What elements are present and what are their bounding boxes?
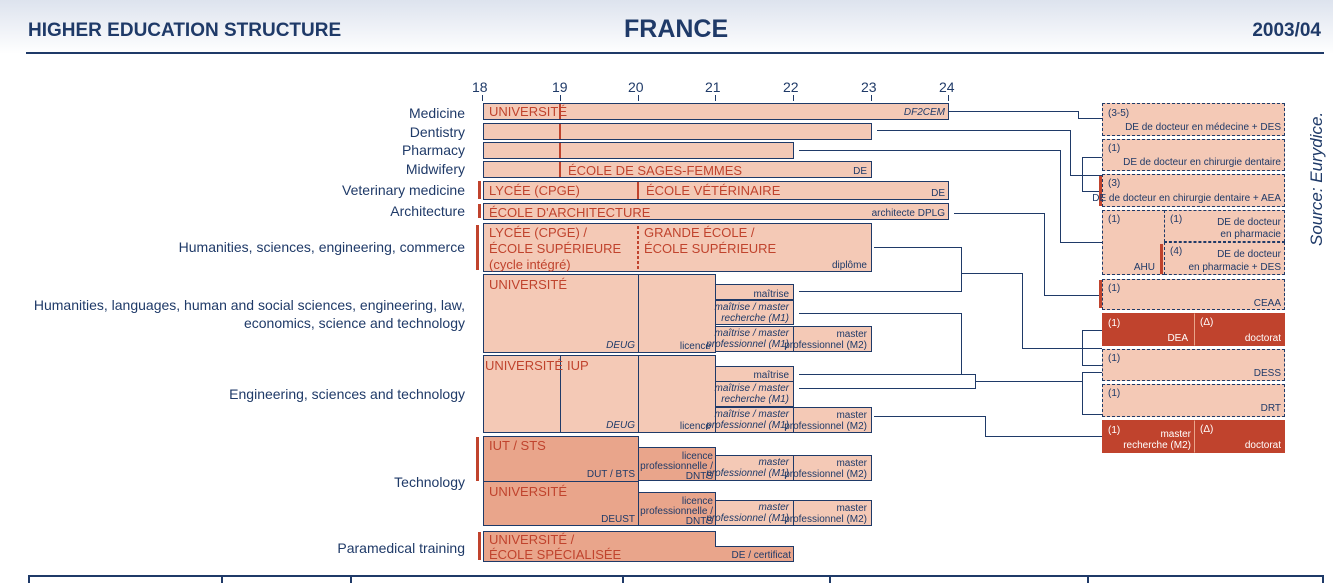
m2-pro-line2: professionnel (M2)	[784, 469, 867, 480]
age-tick	[948, 95, 949, 101]
m1-pro-line2: professionnel (M1)	[706, 468, 789, 479]
midwifery-institution: ÉCOLE DE SAGES-FEMMES	[568, 163, 743, 178]
pharmacy-bar	[483, 142, 794, 159]
selection-marker	[478, 532, 481, 560]
ge-prep-line1: LYCÉE (CPGE) /	[489, 225, 588, 240]
duration-note: (1)	[1108, 214, 1121, 225]
age-tick	[482, 95, 483, 101]
connector-line	[1082, 365, 1102, 366]
age-21: 21	[705, 79, 721, 95]
ge-qualification: diplôme	[831, 260, 867, 271]
connector-line	[799, 374, 975, 375]
age-tick	[560, 95, 561, 101]
ahu-label: AHU	[1133, 262, 1155, 273]
selection-marker	[559, 124, 561, 139]
pharmacy-des-line2: en pharmacie + DES	[1188, 262, 1281, 273]
pharmacy-doctorate-line1: DE de docteur	[1217, 217, 1281, 228]
drt-label: DRT	[1260, 403, 1281, 414]
selection-marker	[559, 162, 561, 177]
connector-line	[1082, 157, 1083, 191]
connector-line	[985, 436, 1102, 437]
age-19: 19	[552, 79, 568, 95]
selection-marker	[476, 225, 479, 270]
duration-note: (1)	[1170, 214, 1183, 225]
connector-line	[1060, 150, 1061, 242]
connector-line	[1060, 242, 1102, 243]
m1-research-line2: recherche (M1)	[721, 313, 789, 324]
licence-qualification: licence	[679, 421, 711, 432]
medicine-doctorate-label: DE de docteur en médecine + DES	[1125, 122, 1281, 133]
connector-line	[877, 130, 1071, 131]
architecture-institution: ÉCOLE D'ARCHITECTURE	[489, 205, 651, 220]
footer-divider	[28, 575, 30, 583]
licence-qualification: licence	[679, 341, 711, 352]
m1-pro-line1: master	[758, 502, 789, 513]
licence-pro-line1: licence	[681, 496, 713, 507]
master-m2-line1: master	[1160, 429, 1191, 440]
duration-note: (4)	[1170, 246, 1183, 257]
connector-line	[1070, 175, 1102, 176]
duration-note: (1)	[1108, 353, 1121, 364]
m2-pro-line1: master	[836, 458, 867, 469]
field-humanities-law-line2: economics, science and technology	[243, 315, 465, 331]
header-title: HIGHER EDUCATION STRUCTURE	[28, 20, 342, 41]
dotted-divider	[637, 226, 639, 270]
connector-line	[985, 416, 986, 436]
m1-pro-line1: maîtrise / master	[714, 328, 789, 339]
connector-line	[799, 291, 962, 292]
duration-note: (1)	[1108, 318, 1121, 329]
field-dentistry: Dentistry	[409, 124, 465, 140]
deug-qualification: DEUG	[606, 420, 635, 431]
footer-divider	[622, 575, 624, 583]
connector-line	[961, 247, 962, 291]
m2-pro-line2: professionnel (M2)	[784, 421, 867, 432]
connector-line	[961, 273, 1023, 274]
field-humanities-commerce: Humanities, sciences, engineering, commerce	[178, 239, 465, 255]
age-tick	[871, 95, 872, 101]
licence-pro-line2: professionnelle /	[640, 506, 713, 517]
iup-institution: IUP	[567, 358, 589, 373]
iut-sts-institution: IUT / STS	[489, 438, 546, 453]
connector-line	[1022, 273, 1023, 348]
medicine-institution: UNIVERSITÉ	[489, 104, 568, 119]
age-20: 20	[628, 79, 644, 95]
m1-pro-line1: master	[758, 457, 789, 468]
duration-note: (1)	[1108, 143, 1121, 154]
deust-qualification: DEUST	[601, 514, 635, 525]
licence-pro-line1: licence	[681, 451, 713, 462]
age-tick	[715, 95, 716, 101]
connector-line	[1070, 130, 1071, 175]
ge-line1: GRANDE ÉCOLE /	[644, 225, 755, 240]
paramedical-line1: UNIVERSITÉ /	[489, 532, 575, 547]
connector-line	[1044, 295, 1102, 296]
duration-note: (Δ)	[1200, 424, 1214, 435]
age-22: 22	[783, 79, 799, 95]
master-m2-line2: recherche (M2)	[1123, 440, 1191, 451]
duration-note: (1)	[1108, 425, 1121, 436]
connector-line	[1082, 157, 1102, 158]
dut-bts-qualification: DUT / BTS	[586, 469, 635, 480]
selection-marker	[1160, 244, 1163, 274]
footer-divider	[1087, 575, 1089, 583]
drt-box	[1102, 384, 1285, 417]
paramedical-line2: ÉCOLE SPÉCIALISÉE	[489, 547, 622, 562]
connector-line	[874, 247, 962, 248]
field-technology: Technology	[394, 474, 465, 490]
m1-pro-line2: professionnel (M1)	[706, 513, 789, 524]
doctorat-label: doctorat	[1244, 333, 1281, 344]
selection-marker	[559, 143, 561, 158]
field-midwifery: Midwifery	[405, 161, 465, 177]
ge-prep-line3: (cycle intégré)	[489, 257, 571, 272]
licence-pro-line2: professionnelle /	[640, 461, 713, 472]
paramedical-qualification: DE / certificat	[731, 550, 791, 561]
m2-pro-line1: master	[836, 329, 867, 340]
m2-pro-line2: professionnel (M2)	[784, 514, 867, 525]
connector-line	[874, 416, 986, 417]
connector-line	[1082, 330, 1102, 331]
header-rule	[26, 52, 1324, 54]
m2-pro-line1: master	[836, 410, 867, 421]
ge-prep-line2: ÉCOLE SUPÉRIEURE	[489, 241, 622, 256]
connector-line	[961, 313, 962, 374]
pharmacy-doctorate-line2: en pharmacie	[1220, 229, 1281, 240]
connector-line	[1022, 348, 1102, 349]
dess-label: DESS	[1253, 368, 1281, 379]
universite-institution: UNIVERSITÉ	[489, 484, 568, 499]
ge-line2: ÉCOLE SUPÉRIEURE	[644, 241, 777, 256]
connector-line	[1044, 213, 1045, 295]
doctorat-label: doctorat	[1244, 440, 1281, 451]
footer-divider	[221, 575, 223, 583]
field-engineering: Engineering, sciences and technology	[229, 386, 465, 402]
maitrise-qualification: maîtrise	[753, 370, 789, 381]
licence-pro-line3: DNTS	[685, 516, 713, 527]
field-veterinary: Veterinary medicine	[342, 182, 465, 198]
connector-line	[1082, 372, 1102, 373]
connector-line	[1082, 414, 1102, 415]
age-24: 24	[939, 79, 955, 95]
connector-line	[799, 150, 1061, 151]
dea-label: DEA	[1167, 333, 1188, 344]
m1-research-line2: recherche (M1)	[721, 394, 789, 405]
connector-line	[975, 381, 1083, 382]
selection-marker	[476, 437, 479, 481]
footer-divider	[350, 575, 352, 583]
m2-pro-line2: professionnel (M2)	[784, 340, 867, 351]
selection-marker	[478, 204, 481, 218]
architecture-qualification: architecte DPLG	[871, 208, 945, 219]
dentistry-aea-label: DE de docteur en chirurgie dentaire + AEA	[1092, 193, 1281, 204]
age-tick	[638, 95, 639, 101]
academic-year: 2003/04	[1252, 20, 1321, 41]
pharmacy-des-line1: DE de docteur	[1217, 249, 1281, 260]
midwifery-qualification: DE	[853, 166, 867, 177]
maitrise-qualification: maîtrise	[753, 289, 789, 300]
veterinary-qualification: DE	[931, 188, 945, 199]
field-architecture: Architecture	[390, 203, 465, 219]
country-title: FRANCE	[624, 15, 729, 43]
field-humanities-law-line1: Humanities, languages, human and social sciences, engineering, law,	[33, 297, 465, 313]
field-paramedical: Paramedical training	[337, 540, 465, 556]
field-pharmacy: Pharmacy	[401, 142, 465, 158]
dentistry-doctorate-label: DE de docteur en chirurgie dentaire	[1123, 157, 1281, 168]
veterinary-institution: ÉCOLE VÉTÉRINAIRE	[646, 183, 781, 198]
connector-line	[1082, 372, 1083, 415]
universite-institution: UNIVERSITÉ	[489, 277, 568, 292]
licence-pro-line3: DNTS	[685, 471, 713, 482]
duration-note: (3-5)	[1108, 108, 1130, 119]
source-note: Source: Eurydice.	[1307, 111, 1326, 246]
deug-qualification: DEUG	[606, 340, 635, 351]
m1-pro-line1: maîtrise / master	[714, 409, 789, 420]
medicine-qualification: DF2CEM	[903, 107, 945, 118]
selection-marker	[478, 181, 481, 199]
age-23: 23	[861, 79, 877, 95]
duration-note: (1)	[1108, 283, 1121, 294]
connector-line	[954, 213, 1045, 214]
m1-pro-line2: professionnel (M1)	[706, 339, 789, 350]
universite-institution: UNIVERSITÉ	[485, 358, 564, 373]
age-18: 18	[472, 79, 488, 95]
age-tick	[793, 95, 794, 101]
duration-note: (Δ)	[1200, 317, 1214, 328]
duration-note: (3)	[1108, 178, 1121, 189]
m1-research-line1: maîtrise / master	[714, 302, 789, 313]
duration-note: (1)	[1108, 388, 1121, 399]
m2-pro-line1: master	[836, 503, 867, 514]
selection-marker	[637, 182, 639, 199]
connector-line	[949, 111, 1079, 112]
dentistry-bar	[483, 123, 872, 140]
connector-line	[799, 388, 975, 389]
connector-line	[1078, 118, 1102, 119]
connector-line	[799, 313, 962, 314]
m1-research-line1: maîtrise / master	[714, 383, 789, 394]
connector-line	[1082, 330, 1083, 366]
footer-divider	[1322, 575, 1324, 583]
footer-divider	[829, 575, 831, 583]
veterinary-prep-institution: LYCÉE (CPGE)	[489, 183, 580, 198]
ceaa-label: CEAA	[1253, 298, 1281, 309]
field-medicine: Medicine	[408, 105, 465, 121]
m1-pro-line2: professionnel (M1)	[706, 420, 789, 431]
